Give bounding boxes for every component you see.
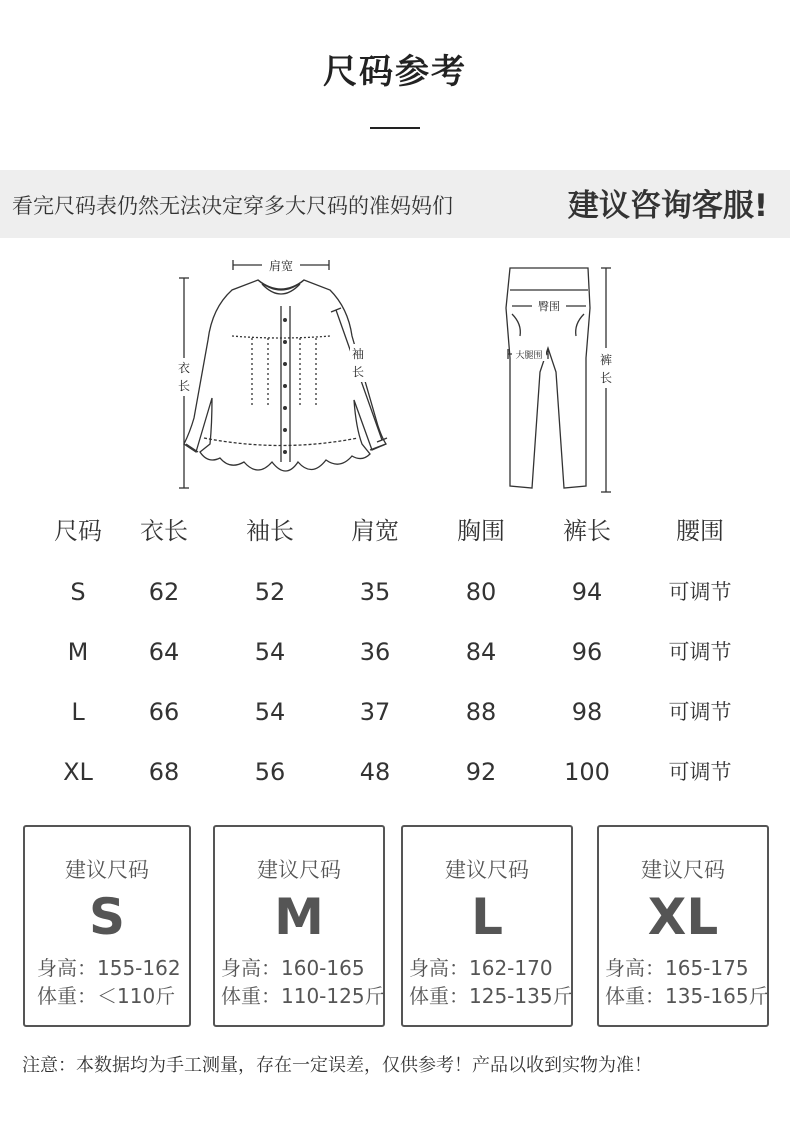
table-cell: 36 bbox=[359, 638, 391, 666]
table-cell: S bbox=[70, 578, 86, 606]
garment-illustration bbox=[0, 248, 790, 500]
card-size: S bbox=[88, 888, 125, 946]
table-header-row bbox=[0, 508, 790, 554]
table-cell: M bbox=[67, 638, 89, 666]
table-row bbox=[0, 749, 790, 795]
table-header-cell: 腰围 bbox=[676, 517, 724, 545]
advice-banner bbox=[0, 170, 790, 238]
pants-length-label-2: 长 bbox=[599, 371, 613, 385]
table-cell: 可调节 bbox=[668, 700, 732, 724]
size-card-l bbox=[401, 825, 573, 1027]
table-cell: 84 bbox=[465, 638, 497, 666]
sleeve-length-label-2: 长 bbox=[351, 365, 365, 379]
card-label: 建议尺码 bbox=[641, 858, 725, 882]
hip-label: 臀围 bbox=[538, 300, 560, 313]
card-size: L bbox=[471, 888, 503, 946]
size-card-m bbox=[213, 825, 385, 1027]
card-height: 身高：162-170 bbox=[409, 956, 553, 980]
title-divider bbox=[370, 127, 420, 129]
table-header-cell: 胸围 bbox=[457, 517, 505, 545]
table-cell: XL bbox=[63, 758, 93, 786]
card-size: M bbox=[274, 888, 324, 946]
table-cell: 80 bbox=[465, 578, 497, 606]
card-label: 建议尺码 bbox=[257, 858, 341, 882]
table-cell: L bbox=[71, 698, 85, 726]
top-length-label-2: 长 bbox=[177, 379, 191, 393]
table-header-cell: 袖长 bbox=[246, 517, 294, 545]
card-size: XL bbox=[647, 888, 719, 946]
card-height: 身高：155-162 bbox=[37, 956, 181, 980]
table-cell: 52 bbox=[254, 578, 286, 606]
table-header-cell: 裤长 bbox=[563, 517, 611, 545]
table-cell: 92 bbox=[465, 758, 497, 786]
table-cell: 68 bbox=[148, 758, 180, 786]
measurement-note: 注意：本数据均为手工测量，存在一定误差，仅供参考！产品以收到实物为准！ bbox=[22, 1055, 652, 1076]
table-cell: 可调节 bbox=[668, 640, 732, 664]
card-weight: 体重：＜110斤 bbox=[37, 984, 176, 1008]
table-cell: 54 bbox=[254, 698, 286, 726]
card-label: 建议尺码 bbox=[65, 858, 149, 882]
table-cell: 96 bbox=[571, 638, 603, 666]
page-title: 尺码参考 bbox=[323, 52, 467, 92]
table-cell: 54 bbox=[254, 638, 286, 666]
table-header-cell: 衣长 bbox=[140, 517, 188, 545]
table-cell: 48 bbox=[359, 758, 391, 786]
table-cell: 37 bbox=[359, 698, 391, 726]
table-header-cell: 肩宽 bbox=[351, 517, 399, 545]
sleeve-length-label-1: 袖 bbox=[351, 347, 365, 361]
card-height: 身高：165-175 bbox=[605, 956, 749, 980]
table-cell: 35 bbox=[359, 578, 391, 606]
card-height: 身高：160-165 bbox=[221, 956, 365, 980]
card-weight: 体重：110-125斤 bbox=[221, 984, 385, 1008]
banner-text: 看完尺码表仍然无法决定穿多大尺码的准妈妈们 bbox=[12, 194, 453, 218]
banner-highlight: 建议咨询客服! bbox=[567, 188, 768, 224]
table-cell: 98 bbox=[571, 698, 603, 726]
table-row bbox=[0, 569, 790, 615]
table-row bbox=[0, 629, 790, 675]
card-weight: 体重：135-165斤 bbox=[605, 984, 769, 1008]
top-length-label-1: 衣 bbox=[177, 361, 191, 375]
table-row bbox=[0, 689, 790, 735]
table-cell: 56 bbox=[254, 758, 286, 786]
shoulder-width-label: 肩宽 bbox=[268, 259, 294, 273]
table-cell: 66 bbox=[148, 698, 180, 726]
thigh-label: 大腿围 bbox=[515, 351, 543, 361]
table-cell: 94 bbox=[571, 578, 603, 606]
table-cell: 62 bbox=[148, 578, 180, 606]
size-card-xl bbox=[597, 825, 769, 1027]
table-cell: 可调节 bbox=[668, 760, 732, 784]
card-weight: 体重：125-135斤 bbox=[409, 984, 573, 1008]
table-cell: 可调节 bbox=[668, 580, 732, 604]
pants-length-label-1: 裤 bbox=[599, 353, 613, 367]
table-cell: 88 bbox=[465, 698, 497, 726]
table-cell: 100 bbox=[564, 758, 610, 786]
table-header-cell: 尺码 bbox=[54, 517, 102, 545]
table-cell: 64 bbox=[148, 638, 180, 666]
card-label: 建议尺码 bbox=[445, 858, 529, 882]
size-card-s bbox=[23, 825, 191, 1027]
